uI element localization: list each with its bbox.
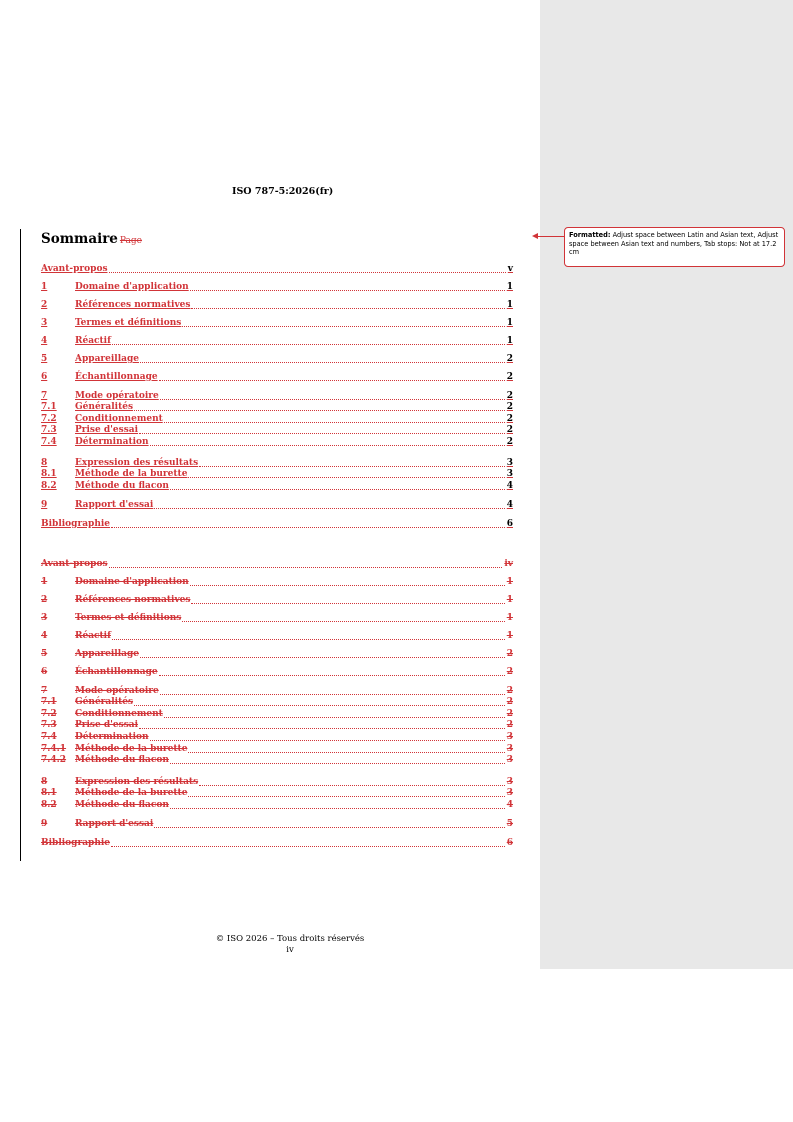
toc-entry-title: Détermination (75, 437, 149, 447)
toc-entry-title: Méthode de la burette (75, 788, 188, 798)
toc-entry-number: 5 (41, 649, 48, 659)
toc-entry-page: 5 (506, 819, 513, 829)
toc-entry[interactable] (41, 316, 513, 329)
toc-leader-dots (140, 361, 505, 363)
comment-connector (535, 236, 565, 237)
toc-leader-dots (109, 271, 506, 273)
toc-entry[interactable] (41, 593, 513, 606)
toc-entry-number: 7.2 (41, 414, 57, 424)
toc-entry-page: 1 (506, 318, 513, 328)
toc-entry-title: Généralités (75, 402, 134, 412)
toc-entry-number: 7.1 (41, 402, 57, 412)
toc-entry[interactable] (41, 611, 513, 624)
toc-entry-page: 4 (506, 481, 513, 491)
toc-entry-number: 8.2 (41, 800, 57, 810)
toc-entry[interactable] (41, 557, 513, 570)
toc-entry-page: 1 (506, 300, 513, 310)
toc-entry-number: 7 (41, 391, 48, 401)
toc-entry-number: 4 (41, 336, 48, 346)
toc-entry-number: 7.1 (41, 697, 57, 707)
toc-entry-title: Avant-propos (41, 264, 108, 274)
toc-entry-title: Termes et définitions (75, 613, 182, 623)
toc-entry-title: Réactif (75, 336, 111, 346)
toc-entry-number: 3 (41, 318, 48, 328)
toc-entry-page: 1 (506, 595, 513, 605)
toc-leader-dots (188, 795, 504, 797)
toc-entry-page: 1 (506, 577, 513, 587)
toc-leader-dots (109, 566, 503, 568)
toc-entry-title: Conditionnement (75, 414, 163, 424)
toc-entry-page: 2 (506, 425, 513, 435)
toc-entry-number: 3 (41, 613, 48, 623)
toc-leader-dots (154, 826, 504, 828)
toc-entry-title: Avant-propos (41, 559, 108, 569)
toc-entry-title: Appareillage (75, 649, 139, 659)
toc-entry-page: 3 (506, 777, 513, 787)
toc-entry-page: 4 (506, 500, 513, 510)
toc-entry-number: 4 (41, 631, 48, 641)
toc-leader-dots (134, 409, 505, 411)
toc-entry[interactable] (41, 370, 513, 383)
toc-entry-number: 8.1 (41, 788, 57, 798)
toc-entry-title: Prise d'essai (75, 425, 139, 435)
toc-entry-page: 2 (506, 414, 513, 424)
toc-leader-dots (190, 289, 505, 291)
toc-entry-number: 7.4.2 (41, 755, 67, 765)
toc-entry-number: 7.4 (41, 732, 57, 742)
toc-entry-title: Échantillonnage (75, 667, 158, 677)
toc-entry-number: 9 (41, 500, 48, 510)
toc-entry-title: Bibliographie (41, 838, 111, 848)
toc-entry-page: 2 (506, 649, 513, 659)
toc-entry-page: 2 (506, 720, 513, 730)
toc-entry-title: Méthode de la burette (75, 744, 188, 754)
change-bar (20, 229, 21, 861)
toc-entry-title: Rapport d'essai (75, 819, 154, 829)
toc-entry-title: Termes et définitions (75, 318, 182, 328)
toc-entry-page: 3 (506, 788, 513, 798)
toc-leader-dots (112, 638, 505, 640)
comment-text: Adjust space between Latin and Asian text, Adjust space between Asian text and numbers, Tab stops: Not at 17.2 cm (569, 231, 779, 257)
toc-entry-title: Rapport d'essai (75, 500, 154, 510)
toc-entry-number: 7.4.1 (41, 744, 67, 754)
toc-entry[interactable] (41, 798, 513, 811)
toc-entry-page: 1 (506, 282, 513, 292)
toc-entry-number: 9 (41, 819, 48, 829)
toc-entry-number: 6 (41, 372, 48, 382)
toc-title-text: Sommaire (41, 231, 118, 247)
toc-entry-number: 8 (41, 777, 48, 787)
toc-entry-title: Méthode de la burette (75, 469, 188, 479)
toc-entry-title: Références normatives (75, 300, 191, 310)
toc-entry-title: Appareillage (75, 354, 139, 364)
toc-entry-page: 1 (506, 631, 513, 641)
footer-page-number: iv (286, 945, 294, 955)
toc-entry-page: 6 (506, 519, 513, 529)
toc-leader-dots (111, 526, 505, 528)
toc-leader-dots (112, 343, 505, 345)
toc-entry-page: 3 (506, 744, 513, 754)
toc-entry-title: Bibliographie (41, 519, 111, 529)
toc-entry-number: 8 (41, 458, 48, 468)
toc-entry[interactable] (41, 629, 513, 642)
comment-arrow-icon (532, 233, 538, 239)
toc-leader-dots (150, 444, 505, 446)
toc-entry-number: 7.4 (41, 437, 57, 447)
toc-entry-page: 3 (506, 458, 513, 468)
toc-entry-page: 1 (506, 336, 513, 346)
toc-entry-page: 2 (506, 667, 513, 677)
toc-entry-page: 3 (506, 469, 513, 479)
toc-leader-dots (134, 704, 505, 706)
toc-entry-page: 4 (506, 800, 513, 810)
toc-entry-page: 2 (506, 697, 513, 707)
toc-leader-dots (182, 620, 504, 622)
toc-entry[interactable] (41, 647, 513, 660)
toc-entry[interactable] (41, 575, 513, 588)
toc-entry-number: 2 (41, 300, 48, 310)
toc-entry-title: Expression des résultats (75, 777, 199, 787)
toc-entry[interactable] (41, 352, 513, 365)
toc-entry[interactable] (41, 817, 513, 830)
toc-entry-number: 7.3 (41, 720, 57, 730)
toc-entry-number: 5 (41, 354, 48, 364)
toc-leader-dots (188, 476, 504, 478)
toc-entry-number: 1 (41, 282, 48, 292)
toc-entry-title: Mode opératoire (75, 686, 159, 696)
toc-leader-dots (182, 325, 504, 327)
toc-entry-number: 2 (41, 595, 48, 605)
toc-entry[interactable] (41, 665, 513, 678)
toc-leader-dots (150, 739, 505, 741)
toc-entry-title: Expression des résultats (75, 458, 199, 468)
toc-leader-dots (139, 432, 505, 434)
toc-entry-number: 7.2 (41, 709, 57, 719)
toc-entry-page: 2 (506, 686, 513, 696)
markup-pane (540, 0, 793, 969)
toc-page-label-deleted: Page (119, 236, 143, 246)
page-footer (0, 934, 580, 956)
toc-entry-page: 6 (506, 838, 513, 848)
comment-balloon[interactable] (564, 227, 785, 267)
toc-entry-title: Domaine d'application (75, 577, 189, 587)
toc-entry[interactable] (41, 836, 513, 849)
toc-title (41, 231, 142, 247)
toc-leader-dots (159, 674, 505, 676)
toc-entry-number: 6 (41, 667, 48, 677)
toc-entry-title: Méthode du flacon (75, 800, 169, 810)
toc-entry-title: Conditionnement (75, 709, 163, 719)
toc-entry-page: v (507, 264, 513, 274)
toc-leader-dots (139, 727, 505, 729)
toc-leader-dots (154, 507, 504, 509)
toc-entry-title: Méthode du flacon (75, 481, 169, 491)
toc-entry-number: 8.1 (41, 469, 57, 479)
toc-entry-title: Références normatives (75, 595, 191, 605)
toc-leader-dots (170, 762, 505, 764)
document-header: ISO 787-5:2026(fr) (232, 186, 334, 197)
toc-entry-page: 3 (506, 755, 513, 765)
toc-entry-title: Réactif (75, 631, 111, 641)
toc-entry-page: 2 (506, 402, 513, 412)
toc-leader-dots (111, 845, 505, 847)
toc-entry-page: 2 (506, 437, 513, 447)
toc-entry-page: 2 (506, 372, 513, 382)
toc-entry-title: Échantillonnage (75, 372, 158, 382)
toc-entry-page: 2 (506, 709, 513, 719)
toc-entry-page: 2 (506, 354, 513, 364)
toc-entry-page: iv (504, 559, 513, 569)
toc-leader-dots (191, 602, 504, 604)
toc-leader-dots (159, 379, 505, 381)
toc-entry-number: 1 (41, 577, 48, 587)
toc-entry-title: Domaine d'application (75, 282, 189, 292)
toc-entry[interactable] (41, 435, 513, 448)
toc-entry-page: 3 (506, 732, 513, 742)
toc-entry[interactable] (41, 280, 513, 293)
toc-entry-title: Prise d'essai (75, 720, 139, 730)
toc-entry[interactable] (41, 498, 513, 511)
toc-entry[interactable] (41, 262, 513, 275)
toc-leader-dots (140, 656, 505, 658)
toc-leader-dots (190, 584, 505, 586)
comment-label: Formatted: (569, 231, 611, 239)
toc-entry-number: 7 (41, 686, 48, 696)
toc-entry-number: 8.2 (41, 481, 57, 491)
toc-entry-title: Détermination (75, 732, 149, 742)
toc-entry[interactable] (41, 479, 513, 492)
toc-entry-page: 1 (506, 613, 513, 623)
toc-entry-title: Mode opératoire (75, 391, 159, 401)
toc-entry[interactable] (41, 753, 513, 766)
toc-entry-number: 7.3 (41, 425, 57, 435)
toc-entry[interactable] (41, 517, 513, 530)
toc-entry[interactable] (41, 334, 513, 347)
toc-entry[interactable] (41, 298, 513, 311)
toc-leader-dots (170, 807, 505, 809)
toc-entry-title: Méthode du flacon (75, 755, 169, 765)
toc-entry-page: 2 (506, 391, 513, 401)
toc-leader-dots (191, 307, 504, 309)
toc-leader-dots (170, 488, 505, 490)
footer-copyright: © ISO 2026 – Tous droits réservés (215, 934, 365, 944)
toc-entry-title: Généralités (75, 697, 134, 707)
